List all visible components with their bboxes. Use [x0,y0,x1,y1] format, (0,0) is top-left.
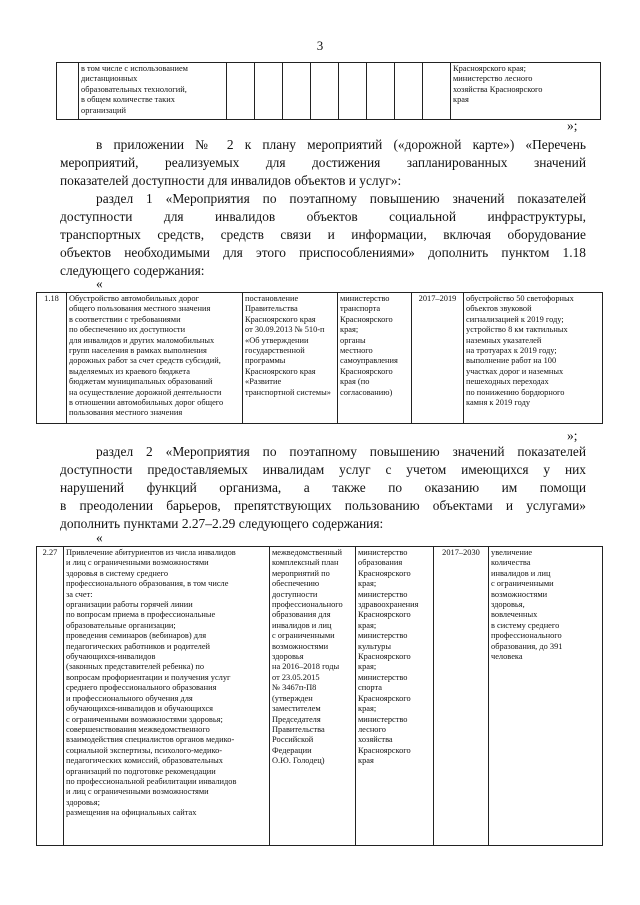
top-continuation-table [56,62,601,120]
cell-text-line: мероприятий по [272,568,330,578]
cell-text-line: края [453,95,469,105]
cell-text-line: министерство [340,294,390,303]
cell-text-line: «Развитие [245,377,282,387]
cell-text-line: Правительства [272,724,325,734]
top-cell-num [57,63,79,120]
paragraph-line: раздел 2 «Мероприятия по поэтапному повышению значений показателей [96,444,586,459]
cell-text-line: пешеходных переходах [466,377,549,387]
cell-text-line: на тротуарах к 2019 году; [466,346,557,356]
cell-text-line: камня к 2019 году [466,398,531,408]
cell-text-line: объектов звуковой [466,304,532,314]
cell-text-line: министерство [358,548,408,557]
cell-text-line: профессионального [491,631,562,641]
top-cell-description [79,63,227,120]
cell-text-line: края (по [340,377,370,387]
cell-text-line: заместителем [272,704,321,714]
cell-text-line: образовательные организации; [66,620,176,630]
cell-text-line: министерство [358,672,408,682]
paragraph-line: объектов необходимыми для этого приспособлениями» дополнить пунктом 1.18 [60,245,586,260]
item-2-27-result [489,547,603,846]
cell-text-line: министерство [358,714,408,724]
item-1-18-responsible [338,293,412,424]
cell-text-line: от 30.09.2013 № 510-п [245,325,325,335]
cell-text-line: № 3467п-П8 [272,683,317,693]
cell-text-line: Красноярского края; [453,64,526,73]
cell-text-line: проведения семинаров (вебинаров) для [66,631,207,641]
cell-text-line: Красноярского [358,745,411,755]
paragraph-line: нарушений функций организма, а также по оказанию им помощи [60,480,586,495]
paragraph-line: следующего содержания: [60,263,205,278]
cell-text-line: групп населения в рамках выполнения [69,346,207,356]
item-2-27-basis [270,547,356,846]
item-2-27-number: 2.27 [37,547,64,846]
cell-text-line: возможностями [272,641,329,651]
paragraph-appendix-2 [60,136,586,190]
cell-text-line: Федерации [272,745,312,755]
cell-text-line: по понижению бордюрного [466,387,565,397]
opening-quote-1: « [96,276,103,291]
cell-text-line: педагогических комиссий, образовательных [66,756,223,766]
cell-text-line: Красноярского [358,652,411,662]
cell-text-line: Красноярского края [245,366,316,376]
cell-text-line: образования для [272,610,331,620]
cell-text-line: с ограниченными [491,579,554,589]
item-1-18-result [464,293,603,424]
cell-text-line: края; [358,662,377,672]
paragraph-section-1 [60,190,586,280]
cell-text-line: лесного [358,724,386,734]
cell-text-line: хозяйства [358,735,393,745]
cell-text-line: согласованию) [340,387,393,397]
cell-text-line: министерство [358,631,408,641]
cell-text-line: местного [340,346,373,356]
cell-text-line: с ограниченными возможностями здоровья; [66,714,223,724]
cell-text-line: от 23.05.2015 [272,672,320,682]
cell-text-line: спорта [358,683,382,693]
paragraph-line: дополнить пунктами 2.27–2.29 следующего содержания: [60,516,384,531]
opening-quote-2: « [96,530,103,545]
cell-text-line: и лиц с ограниченными возможностями [66,558,209,568]
cell-text-line: края; [358,704,377,714]
cell-text-line: постановление [245,294,299,303]
cell-text-line: профессионального образования, в том числе [66,579,229,589]
cell-text-line: организаций [81,105,126,115]
item-1-18-basis [243,293,338,424]
cell-text-line: среднего профессионального образования [66,683,217,693]
cell-text-line: педагогических работников и родителей [66,641,211,651]
cell-text-line: за счет: [66,589,93,599]
cell-text-line: обеспечению [272,579,320,589]
cell-text-line: профессионального [272,600,343,610]
cell-text-line: межведомственный [272,548,342,557]
cell-text-line: вопросам профориентации и получения услуг [66,672,231,682]
item-1-18-period: 2017–2019 [412,293,464,424]
cell-text-line: Красноярского [358,610,411,620]
cell-text-line: транспортной системы» [245,387,331,397]
table-item-2-27 [36,546,603,846]
cell-text-line: образования [358,558,403,568]
cell-text-line: дорожных работ за счет средств субсидий, [69,356,221,366]
cell-text-line: дистанционных [81,74,138,84]
cell-text-line: Председателя [272,714,321,724]
cell-text-line: участках дорог и наземных [466,366,564,376]
cell-text-line: человека [491,652,523,662]
paragraph-line: мероприятий, реализуемых для достижения запланированных значений [60,155,586,170]
cell-text-line: вовлеченных [491,610,538,620]
cell-text-line: обучающихся-инвалидов и обучающихся [66,704,214,714]
cell-text-line: совершенствования межведомственного [66,724,210,734]
cell-text-line: комплексный план [272,558,339,568]
cell-text-line: на 2016–2018 годы [272,662,340,672]
cell-text-line: обучающихся-инвалидов [66,652,156,662]
closing-quote-2: »; [567,428,578,443]
cell-text-line: и профессионального обучения для [66,693,193,703]
cell-text-line: самоуправления [340,356,398,366]
cell-text-line: взаимодействия специалистов органов медико- [66,735,235,745]
cell-text-line: увеличение [491,548,533,557]
cell-text-line: в систему среднего [491,620,560,630]
cell-text-line: образования, до 391 [491,641,563,651]
cell-text-line: социальной экспертизы, психолого-медико- [66,745,223,755]
cell-text-line: организаций по подготовке рекомендации [66,766,216,776]
cell-text-line: образовательных технологий, [81,84,187,94]
item-2-27-description [64,547,270,846]
paragraph-line: доступности предоставляемых инвалидам услуг с учетом имеющихся у них [60,462,586,477]
paragraph-line: раздел 1 «Мероприятия по поэтапному повышению значений показателей [96,191,586,206]
cell-text-line: и лиц с ограниченными возможностями [66,787,209,797]
cell-text-line: культуры [358,641,391,651]
cell-text-line: государственной [245,346,305,356]
cell-text-line: с ограниченными [272,631,335,641]
cell-text-line: пользования местного значения [69,408,183,418]
cell-text-line: организации работы горячей линии [66,600,193,610]
cell-text-line: О.Ю. Голодец) [272,756,325,766]
cell-text-line: (утвержден [272,693,313,703]
top-cell-responsible [451,63,601,120]
cell-text-line: Красноярского [358,693,411,703]
cell-text-line: органы [340,335,366,345]
cell-text-line: транспорта [340,304,381,314]
item-2-27-responsible [356,547,434,846]
cell-text-line: размещения на официальных сайтах [66,808,197,818]
cell-text-line: края; [358,579,377,589]
paragraph-section-2 [60,443,586,533]
cell-text-line: края [358,756,374,766]
cell-text-line: в том числе с использованием [81,64,188,73]
cell-text-line: общего пользования местного значения [69,304,211,314]
cell-text-line: на осуществление дорожной деятельности [69,387,222,397]
cell-text-line: Красноярского [358,568,411,578]
paragraph-line: транспортных средств, средств связи и информации, включая оборудование [60,227,586,242]
cell-text-line: обустройство 50 светофорных [466,294,574,303]
cell-text-line: устройство 8 км тактильных [466,325,568,335]
closing-quote-1: »; [567,118,578,133]
cell-text-line: доступности [272,589,318,599]
cell-text-line: министерство [358,589,408,599]
cell-text-line: в общем количестве таких [81,95,175,105]
cell-text-line: Российской [272,735,314,745]
cell-text-line: хозяйства Красноярского [453,84,543,94]
cell-text-line: сигнализацией к 2019 году; [466,314,564,324]
paragraph-line: в преодолении барьеров, препятствующих пользованию объектами и услугами» [60,498,586,513]
cell-text-line: Правительства [245,304,298,314]
cell-text-line: Привлечение абитуриентов из числа инвалидов [66,548,236,557]
cell-text-line: возможностями [491,589,548,599]
cell-text-line: Красноярского [340,366,393,376]
cell-text-line: Красноярского [340,314,393,324]
cell-text-line: здравоохранения [358,600,419,610]
cell-text-line: в отношении автомобильных дорог общего [69,398,224,408]
cell-text-line: здоровья, [491,600,525,610]
item-1-18-number: 1.18 [37,293,67,424]
cell-text-line: здоровья [272,652,304,662]
cell-text-line: количества [491,558,531,568]
cell-text-line: по профессиональной реабилитации инвалидов [66,776,237,786]
cell-text-line: наземных указателей [466,335,542,345]
cell-text-line: здоровья; [66,797,100,807]
cell-text-line: края; [358,620,377,630]
cell-text-line: министерство лесного [453,74,533,84]
paragraph-line: показателей доступности для инвалидов объектов и услуг»: [60,173,402,188]
cell-text-line: по вопросам приема в профессиональные [66,610,216,620]
item-2-27-period: 2017–2030 [434,547,489,846]
paragraph-line: доступности для инвалидов объектов социальной инфраструктуры, [60,209,586,224]
cell-text-line: выделяемых из краевого бюджета [69,366,190,376]
cell-text-line: по обеспечению их доступности [69,325,186,335]
cell-text-line: выполнение работ на 100 [466,356,557,366]
cell-text-line: здоровья в систему среднего [66,568,169,578]
cell-text-line: в соответствии с требованиями [69,314,181,324]
cell-text-line: для инвалидов и других маломобильных [69,335,215,345]
table-item-1-18 [36,292,603,424]
cell-text-line: бюджетам муниципальных образований [69,377,213,387]
item-1-18-description [67,293,243,424]
cell-text-line: (законных представителей ребенка) по [66,662,205,672]
cell-text-line: Обустройство автомобильных дорог [69,294,199,303]
page-number: 3 [316,38,324,53]
cell-text-line: инвалидов и лиц [491,568,551,578]
cell-text-line: «Об утверждении [245,335,309,345]
cell-text-line: края; [340,325,359,335]
cell-text-line: Красноярского края [245,314,316,324]
cell-text-line: инвалидов и лиц [272,620,332,630]
paragraph-line: в приложении № 2 к плану мероприятий («дорожной карте») «Перечень [96,137,586,152]
cell-text-line: программы [245,356,286,366]
